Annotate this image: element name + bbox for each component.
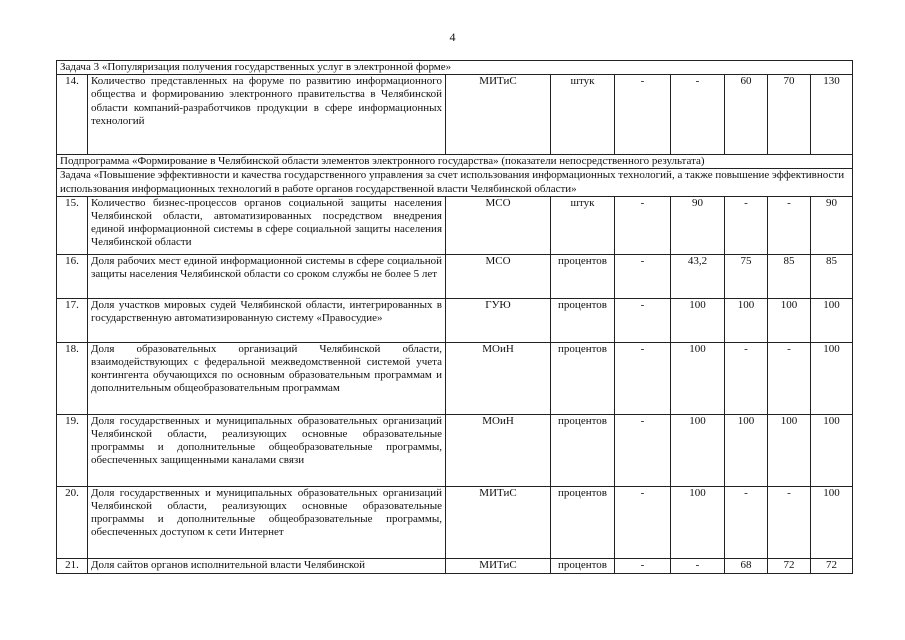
- value-2: 100: [671, 414, 725, 486]
- section-title: Задача 3 «Популяризация получения государственных услуг в электронной форме»: [57, 61, 853, 75]
- value-5: 85: [811, 254, 853, 298]
- responsible-org: МИТиС: [446, 486, 551, 558]
- value-3: 68: [725, 558, 768, 573]
- value-2: 100: [671, 298, 725, 342]
- value-3: -: [725, 196, 768, 254]
- unit: штук: [551, 196, 615, 254]
- table-row: [57, 414, 853, 486]
- row-number: 17.: [57, 298, 88, 342]
- value-5: 72: [811, 558, 853, 573]
- page-number: 4: [449, 30, 456, 44]
- value-1: -: [615, 196, 671, 254]
- value-3: 75: [725, 254, 768, 298]
- value-1: -: [615, 558, 671, 573]
- indicator-name: Доля государственных и муниципальных образовательных организаций Челябинской области, реализующих основные образовательные программы и дополнительные общеобразовательные программы, обеспеченных защищенными каналами связи: [88, 414, 446, 486]
- value-2: 100: [671, 342, 725, 414]
- indicator-name: Доля рабочих мест единой информационной системы в сфере социальной защиты населения Челябинской области со сроком службы не более 5 лет: [88, 254, 446, 298]
- responsible-org: МСО: [446, 254, 551, 298]
- section-title: Задача «Повышение эффективности и качества государственного управления за счет использования информационных технологий, а также повышение эффективности использования информационных технологий в работе органов государственной власти Челябинской области»: [57, 169, 853, 196]
- value-1: -: [615, 414, 671, 486]
- value-4: -: [768, 342, 811, 414]
- table-row: [57, 486, 853, 558]
- responsible-org: МОиН: [446, 342, 551, 414]
- section-title: Подпрограмма «Формирование в Челябинской области элементов электронного государства» (показатели непосредственного результата): [57, 155, 853, 169]
- indicators-table: [56, 60, 853, 574]
- responsible-org: МИТиС: [446, 558, 551, 573]
- row-number: 21.: [57, 558, 88, 573]
- responsible-org: ГУЮ: [446, 298, 551, 342]
- value-1: -: [615, 298, 671, 342]
- value-4: 72: [768, 558, 811, 573]
- value-2: 90: [671, 196, 725, 254]
- value-4: 70: [768, 75, 811, 155]
- section-row-task: [57, 169, 853, 196]
- indicator-name: Доля образовательных организаций Челябинской области, взаимодействующих с федеральной межведомственной системой учета контингента обучающихся по основным образовательным программам и дополнительным общеобразовательным программам: [88, 342, 446, 414]
- responsible-org: МИТиС: [446, 75, 551, 155]
- unit: процентов: [551, 414, 615, 486]
- unit: процентов: [551, 486, 615, 558]
- section-row-subprogram: [57, 155, 853, 169]
- value-5: 100: [811, 298, 853, 342]
- value-1: -: [615, 486, 671, 558]
- value-5: 100: [811, 342, 853, 414]
- value-3: 100: [725, 414, 768, 486]
- indicator-name: Доля участков мировых судей Челябинской области, интегрированных в государственную автоматизированную систему «Правосудие»: [88, 298, 446, 342]
- responsible-org: МСО: [446, 196, 551, 254]
- table-row: [57, 298, 853, 342]
- unit: процентов: [551, 298, 615, 342]
- unit: процентов: [551, 342, 615, 414]
- value-4: -: [768, 486, 811, 558]
- value-3: 100: [725, 298, 768, 342]
- value-3: 60: [725, 75, 768, 155]
- value-4: 85: [768, 254, 811, 298]
- row-number: 20.: [57, 486, 88, 558]
- indicator-name: Доля государственных и муниципальных образовательных организаций Челябинской области, реализующих основные образовательные программы и дополнительные общеобразовательные программы, обеспеченных доступом к сети Интернет: [88, 486, 446, 558]
- indicator-name: Количество бизнес-процессов органов социальной защиты населения Челябинской области, автоматизированных посредством внедрения единой информационной системы в сфере социальной защиты населения Челябинской области: [88, 196, 446, 254]
- table-row: [57, 254, 853, 298]
- indicator-name: Доля сайтов органов исполнительной власти Челябинской: [88, 558, 446, 573]
- table-row: [57, 558, 853, 573]
- row-number: 19.: [57, 414, 88, 486]
- table-row: [57, 75, 853, 155]
- value-2: 43,2: [671, 254, 725, 298]
- row-number: 18.: [57, 342, 88, 414]
- value-1: -: [615, 342, 671, 414]
- value-3: -: [725, 342, 768, 414]
- unit: штук: [551, 75, 615, 155]
- value-5: 100: [811, 486, 853, 558]
- indicator-name: Количество представленных на форуме по развитию информационного общества и формированию электронного правительства в Челябинской области компаний-разработчиков продукции в сфере информационных технологий: [88, 75, 446, 155]
- value-3: -: [725, 486, 768, 558]
- unit: процентов: [551, 558, 615, 573]
- value-2: 100: [671, 486, 725, 558]
- value-4: 100: [768, 298, 811, 342]
- section-row-task3: [57, 61, 853, 75]
- value-5: 100: [811, 414, 853, 486]
- value-5: 130: [811, 75, 853, 155]
- row-number: 15.: [57, 196, 88, 254]
- unit: процентов: [551, 254, 615, 298]
- value-2: -: [671, 558, 725, 573]
- value-1: -: [615, 75, 671, 155]
- value-1: -: [615, 254, 671, 298]
- value-5: 90: [811, 196, 853, 254]
- row-number: 14.: [57, 75, 88, 155]
- table-row: [57, 196, 853, 254]
- table-row: [57, 342, 853, 414]
- value-4: -: [768, 196, 811, 254]
- value-4: 100: [768, 414, 811, 486]
- responsible-org: МОиН: [446, 414, 551, 486]
- value-2: -: [671, 75, 725, 155]
- row-number: 16.: [57, 254, 88, 298]
